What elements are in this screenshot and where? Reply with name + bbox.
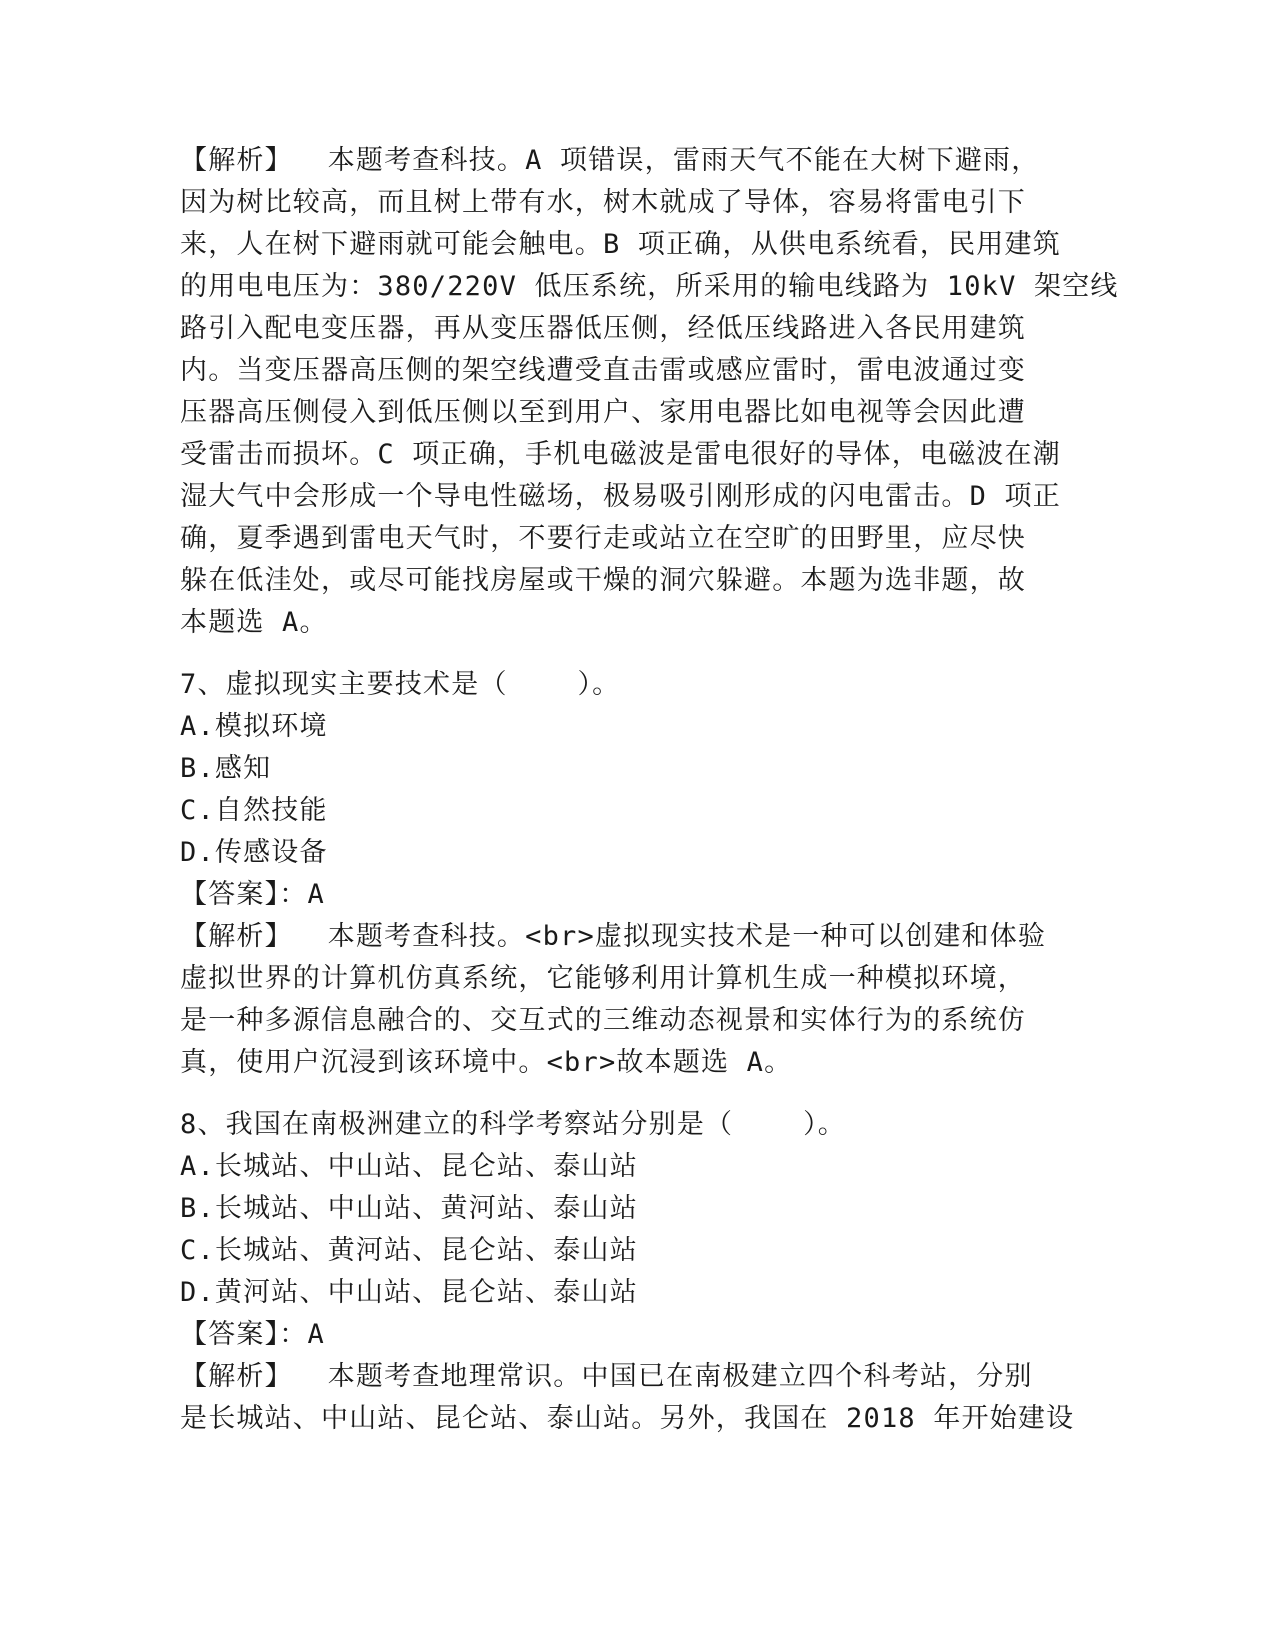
analysis-line: 【解析】 本题考查科技。A 项错误，雷雨天气不能在大树下避雨， [180,145,1040,176]
question-text: 8、我国在南极洲建立的科学考察站分别是（ ）。 [180,1109,846,1140]
analysis-line: 路引入配电变压器，再从变压器低压侧，经低压线路进入各民用建筑 [180,313,1026,344]
question-text: 7、虚拟现实主要技术是（ ）。 [180,669,621,700]
option-b: B.长城站、中山站、黄河站、泰山站 [180,1193,638,1224]
analysis-line: 的用电电压为：380/220V 低压系统，所采用的输电线路为 10kV 架空线 [180,271,1119,302]
analysis-line: 湿大气中会形成一个导电性磁场，极易吸引刚形成的闪电雷击。D 项正 [180,481,1061,512]
document-page [180,140,1119,1440]
option-d: D.黄河站、中山站、昆仑站、泰山站 [180,1277,638,1308]
option-c: C.长城站、黄河站、昆仑站、泰山站 [180,1235,638,1266]
analysis-line: 确，夏季遇到雷电天气时，不要行走或站立在空旷的田野里，应尽快 [180,523,1026,554]
question-7 [180,664,1060,1084]
option-d: D.传感设备 [180,837,328,868]
answer-line: 【答案】：A [180,1319,325,1350]
question-8 [180,1104,1075,1440]
analysis-line: 受雷击而损坏。C 项正确，手机电磁波是雷电很好的导体，电磁波在潮 [180,439,1061,470]
option-b: B.感知 [180,753,272,784]
analysis-line: 是一种多源信息融合的、交互式的三维动态视景和实体行为的系统仿 [180,1005,1026,1036]
option-c: C.自然技能 [180,795,328,826]
analysis-block-q6 [180,140,1119,644]
analysis-line: 是长城站、中山站、昆仑站、泰山站。另外，我国在 2018 年开始建设 [180,1403,1075,1434]
analysis-line: 来，人在树下避雨就可能会触电。B 项正确，从供电系统看，民用建筑 [180,229,1061,260]
analysis-line: 【解析】 本题考查科技。<br>虚拟现实技术是一种可以创建和体验 [180,921,1047,952]
option-a: A.长城站、中山站、昆仑站、泰山站 [180,1151,638,1182]
analysis-line: 躲在低洼处，或尽可能找房屋或干燥的洞穴躲避。本题为选非题，故 [180,565,1026,596]
analysis-line: 因为树比较高，而且树上带有水，树木就成了导体，容易将雷电引下 [180,187,1026,218]
analysis-line: 压器高压侧侵入到低压侧以至到用户、家用电器比如电视等会因此遭 [180,397,1026,428]
spacer [180,644,1060,664]
analysis-line: 内。当变压器高压侧的架空线遭受直击雷或感应雷时，雷电波通过变 [180,355,1026,386]
analysis-line: 虚拟世界的计算机仿真系统，它能够利用计算机生成一种模拟环境， [180,963,1026,994]
answer-line: 【答案】：A [180,879,325,910]
spacer [180,1084,1060,1104]
analysis-line: 本题选 A。 [180,607,328,638]
option-a: A.模拟环境 [180,711,328,742]
analysis-line: 真，使用户沉浸到该环境中。<br>故本题选 A。 [180,1047,793,1078]
analysis-line: 【解析】 本题考查地理常识。中国已在南极建立四个科考站，分别 [180,1361,1033,1392]
